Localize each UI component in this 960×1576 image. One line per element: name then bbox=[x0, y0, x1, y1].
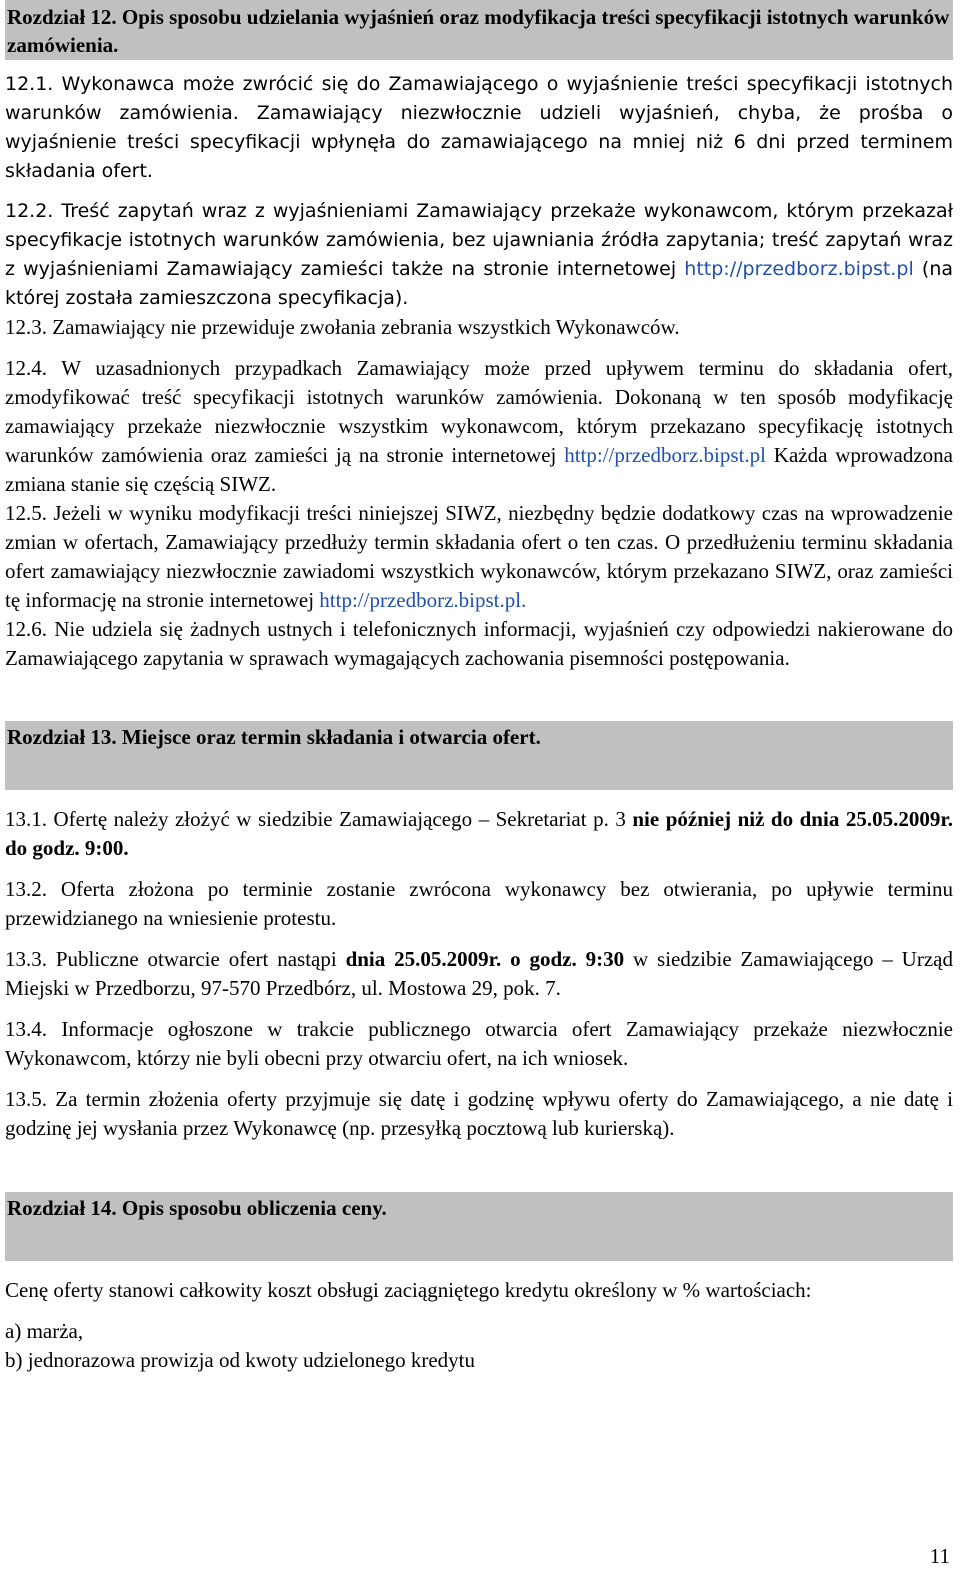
paragraph-12-4 bbox=[5, 354, 953, 499]
paragraph-13-2: 13.2. Oferta złożona po terminie zostanie zwrócona wykonawcy bez otwierania, po upływie terminu przewidzianego na wniesienie protestu. bbox=[5, 877, 953, 930]
paragraph-13-1-deadline: nie później niż do dnia 25.05.2009r. do godz. 9:00. bbox=[5, 807, 953, 860]
document-page bbox=[5, 0, 953, 1375]
chapter-14-heading: Rozdział 14. Opis sposobu obliczenia ceny. bbox=[5, 1192, 953, 1261]
website-link[interactable]: http://przedborz.bipst.pl bbox=[564, 443, 766, 467]
website-link[interactable]: http://przedborz.bipst.pl bbox=[684, 258, 914, 280]
paragraph-12-4-text: 12.4. W uzasadnionych przypadkach Zamawiający może przed upływem terminu do składania ofert, zmodyfikować treść specyfikacji istotnych warunków zamówienia. Dokonaną w ten sposób modyfikację zamawiający przekaże niezwłocznie wszystkim wykonawcom, którym przekazano specyfikację istotnych warunków zamówienia oraz zamieści ją na stronie internetowej bbox=[5, 356, 953, 467]
list-item-a: a) marża, bbox=[5, 1319, 84, 1343]
chapter-12-heading: Rozdział 12. Opis sposobu udzielania wyjaśnień oraz modyfikacja treści specyfikacji istotnych warunków zamówienia. bbox=[5, 0, 953, 60]
paragraph-12-2-text: 12.2. Treść zapytań wraz z wyjaśnieniami Zamawiający przekaże wykonawcom, którym przekazał specyfikacje istotnych warunków zamówienia, bez ujawniania źródła zapytania; treść zapytań wraz z wyjaśnieniami Zamawiający zamieści także na stronie internetowej bbox=[5, 200, 953, 280]
website-link[interactable]: http://przedborz.bipst.pl. bbox=[319, 588, 527, 612]
paragraph-12-5-text: 12.5. Jeżeli w wyniku modyfikacji treści niniejszej SIWZ, niezbędny będzie dodatkowy czas na wprowadzenie zmian w ofertach, Zamawiający przedłuży termin składania ofert o ten czas. O przedłużeniu terminu składania ofert zamawiający niezwłocznie zawiadomi wszystkich wykonawców, którym przekazano SIWZ, oraz zamieści tę informację na stronie internetowej bbox=[5, 501, 953, 612]
paragraph-13-3 bbox=[5, 945, 953, 1003]
paragraph-12-5 bbox=[5, 499, 953, 615]
paragraph-12-4-tail: Każda wprowadzona zmiana stanie się częścią SIWZ. bbox=[5, 443, 953, 496]
list-item-b: b) jednorazowa prowizja od kwoty udzielonego kredytu bbox=[5, 1348, 476, 1372]
page-number: 11 bbox=[929, 1544, 950, 1568]
paragraph-14-intro: Cenę oferty stanowi całkowity koszt obsługi zaciągniętego kredytu określony w % wartościach: bbox=[5, 1278, 812, 1302]
paragraph-13-5: 13.5. Za termin złożenia oferty przyjmuje się datę i godzinę wpływu oferty do Zamawiającego, a nie datę i godzinę jej wysłania przez Wykonawcę (np. przesyłką pocztową lub kurierską). bbox=[5, 1087, 953, 1140]
paragraph-13-1-text: 13.1. Ofertę należy złożyć w siedzibie Zamawiającego – Sekretariat p. 3 bbox=[5, 807, 633, 831]
paragraph-13-1 bbox=[5, 805, 953, 863]
paragraph-13-4: 13.4. Informacje ogłoszone w trakcie publicznego otwarcia ofert Zamawiający przekaże niezwłocznie Wykonawcom, którzy nie byli obecni przy otwarciu ofert, na ich wniosek. bbox=[5, 1017, 953, 1070]
paragraph-13-3-date: dnia 25.05.2009r. o godz. 9:30 bbox=[345, 947, 625, 971]
paragraph-12-3: 12.3. Zamawiający nie przewiduje zwołania zebrania wszystkich Wykonawców. bbox=[5, 315, 680, 339]
paragraph-12-1: 12.1. Wykonawca może zwrócić się do Zamawiającego o wyjaśnienie treści specyfikacji istotnych warunków zamówienia. Zamawiający niezwłocznie udzieli wyjaśnień, chyba, że prośba o wyjaśnienie treści specyfikacji wpłynęła do zamawiającego na mniej niż 6 dni przed terminem składania ofert. bbox=[5, 73, 953, 182]
chapter-13-heading: Rozdział 13. Miejsce oraz termin składania i otwarcia ofert. bbox=[5, 721, 953, 790]
paragraph-13-3-tail: w siedzibie Zamawiającego – Urząd Miejski w Przedborzu, 97-570 Przedbórz, ul. Mostowa 29, pok. 7. bbox=[5, 947, 953, 1000]
paragraph-13-3-text: 13.3. Publiczne otwarcie ofert nastąpi bbox=[5, 947, 346, 971]
paragraph-12-6: 12.6. Nie udziela się żadnych ustnych i telefonicznych informacji, wyjaśnień czy odpowiedzi nakierowane do Zamawiającego zapytania w sprawach wymagających zachowania pisemności postępowania. bbox=[5, 617, 953, 670]
paragraph-12-2-tail: (na której została zamieszczona specyfikacja). bbox=[5, 258, 954, 309]
paragraph-12-2 bbox=[5, 197, 953, 313]
